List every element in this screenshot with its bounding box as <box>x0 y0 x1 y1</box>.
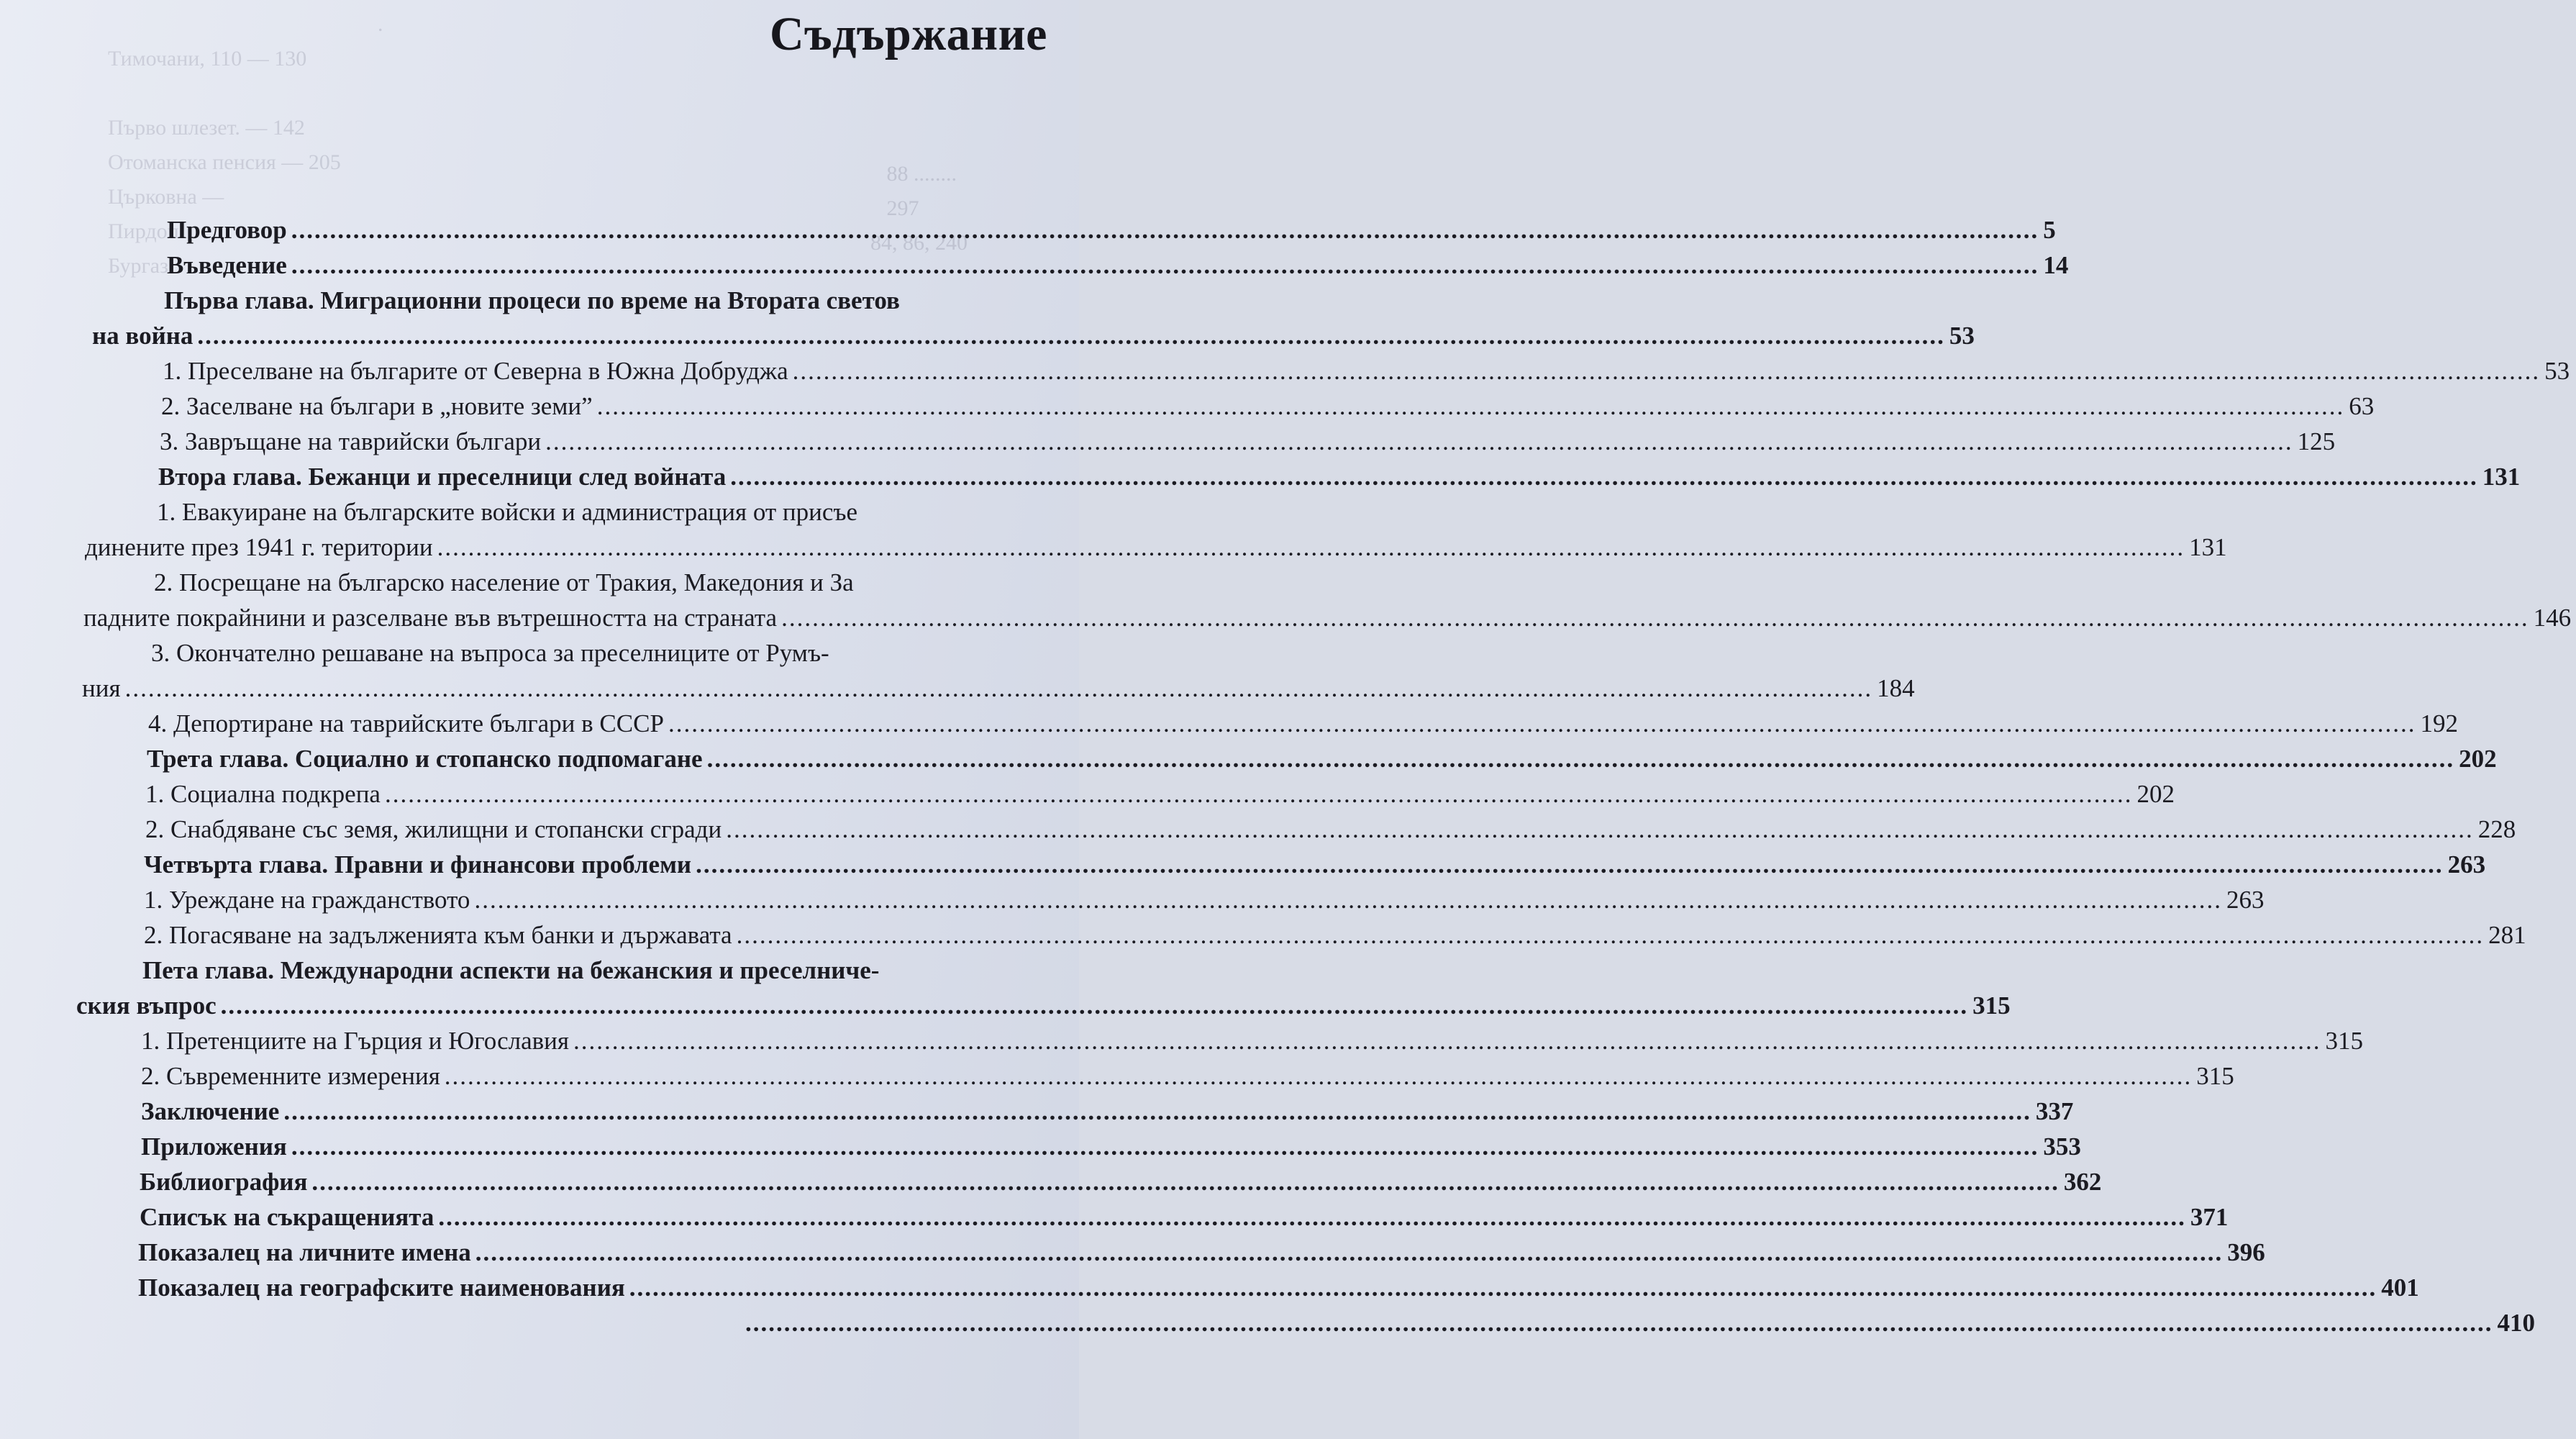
toc-entry <box>0 988 2011 1023</box>
toc-entry-title: 3. Окончателно решаване на въпроса за преселниците от Румъ- <box>151 639 829 667</box>
toc-entry-page: 125 <box>2297 427 2336 455</box>
page-title: Съдържание <box>770 8 1047 60</box>
toc-entry-page: 263 <box>2226 886 2265 914</box>
toc-entry-title: Втора глава. Бежанци и преселници след войната <box>158 463 727 491</box>
toc-entry-page: 202 <box>2459 745 2497 773</box>
toc-leader-dots <box>474 882 2222 917</box>
toc-entry-title: Пета глава. Международни аспекти на бежанския и преселниче- <box>142 956 880 984</box>
toc-leader-dots <box>793 353 2541 389</box>
toc-leader-dots <box>475 1235 2224 1270</box>
toc-entry-page: 53 <box>1949 322 1975 350</box>
toc-entry-page: 337 <box>2035 1097 2074 1125</box>
toc-entry-title: Заключение <box>141 1097 280 1125</box>
toc-entry <box>0 389 2375 424</box>
toc-leader-dots <box>197 318 1945 353</box>
toc-entry-page: 371 <box>2190 1203 2229 1231</box>
toc-entry <box>0 847 2486 882</box>
toc-entry-title: Показалец на географските наименования <box>138 1274 625 1302</box>
toc-entry <box>0 812 2516 847</box>
toc-entry-title: 2. Посрещане на българско население от Тракия, Македония и За <box>154 568 854 596</box>
toc-leader-dots <box>668 706 2416 741</box>
toc-entry-page: 184 <box>1877 674 1915 702</box>
toc-entry-title: 1. Социална подкрепа <box>145 780 381 808</box>
toc-entry <box>0 1164 2102 1199</box>
toc-entry-title: Първа глава. Миграционни процеси по време на Втората светов <box>164 286 900 314</box>
show-through-text-right: 88 ........ 297 84, 86, 240 <box>870 162 968 255</box>
toc-leader-dots <box>291 212 2039 248</box>
toc-entry-page: 396 <box>2227 1238 2265 1266</box>
toc-leader-dots <box>781 600 2529 635</box>
toc-entry <box>0 776 2175 812</box>
toc-leader-dots <box>437 530 2185 565</box>
toc-entry <box>0 248 2069 283</box>
toc-entry-title: Показалец на личните имена <box>138 1238 471 1266</box>
toc-entry <box>0 318 1975 353</box>
toc-entry <box>0 1305 2535 1340</box>
toc-entry-title: падните покрайнини и разселване във вътрешността на страната <box>83 604 778 632</box>
toc-entry <box>0 530 2227 565</box>
toc-entry <box>0 706 2458 741</box>
toc-entry-page: 401 <box>2381 1274 2419 1302</box>
toc-entry <box>0 671 1915 706</box>
toc-entry <box>0 635 1079 671</box>
toc-entry-title: Трета глава. Социално и стопанско подпомагане <box>147 745 703 773</box>
toc-entry <box>0 1235 2265 1270</box>
toc-entry <box>0 1270 2419 1305</box>
toc-entry-page: 315 <box>2196 1062 2234 1090</box>
toc-entry <box>0 1199 2229 1235</box>
toc-entry <box>0 600 2572 635</box>
toc-entry-page: 202 <box>2136 780 2175 808</box>
toc-entry-title: 2. Снабдяване със земя, жилищни и стопански сгради <box>145 815 722 843</box>
toc-entry-title: Предговор <box>167 216 287 244</box>
toc-entry-page: 131 <box>2189 533 2227 561</box>
toc-leader-dots <box>438 1199 2186 1235</box>
show-through-text-left: . Тимочани, 110 — 130 Първо шлезет. — 142 Отоманска пенсия — 205 Църковна — Пирдоп Бургаз <box>108 12 383 278</box>
toc-entry-page: 14 <box>2043 251 2069 279</box>
toc-entry-title: динените през 1941 г. територии <box>85 533 433 561</box>
toc-entry-title: 2. Погасяване на задълженията към банки и държавата <box>144 921 732 949</box>
toc-entry-title: Библиография <box>140 1168 308 1196</box>
toc-leader-dots <box>311 1164 2060 1199</box>
toc-entry <box>0 565 1079 600</box>
toc-entry-page: 63 <box>2349 392 2375 420</box>
toc-entry <box>0 741 2497 776</box>
toc-entry <box>0 1058 2234 1094</box>
toc-entry-title: 2. Заселване на българи в „новите земи” <box>161 392 593 420</box>
toc-entry <box>0 882 2265 917</box>
toc-entry <box>0 917 2526 953</box>
toc-leader-dots <box>730 459 2478 494</box>
toc-entry <box>0 1023 2363 1058</box>
toc-entry-page: 131 <box>2482 463 2521 491</box>
toc-leader-dots <box>707 741 2455 776</box>
toc-leader-dots <box>125 671 1873 706</box>
toc-entry-page: 315 <box>1972 991 2011 1020</box>
toc-entry-page: 263 <box>2447 850 2486 879</box>
toc-entry-page: 146 <box>2533 604 2572 632</box>
toc-leader-dots <box>696 847 2444 882</box>
toc-leader-dots <box>221 988 1969 1023</box>
table-of-contents <box>0 212 2572 1340</box>
toc-entry-title: 1. Уреждане на гражданството <box>144 886 470 914</box>
toc-entry-title: Приложения <box>141 1132 287 1161</box>
toc-leader-dots <box>291 248 2039 283</box>
toc-entry-title: Въведение <box>167 251 287 279</box>
toc-entry <box>0 459 2521 494</box>
toc-entry-page: 410 <box>2497 1309 2535 1337</box>
toc-leader-dots <box>573 1023 2321 1058</box>
toc-entry <box>0 953 1079 988</box>
toc-entry-page: 53 <box>2544 357 2570 385</box>
toc-entry-title: 2. Съвременните измерения <box>141 1062 440 1090</box>
toc-entry-title: 4. Депортиране на таврийските българи в СССР <box>148 709 664 737</box>
toc-entry <box>0 353 2570 389</box>
toc-entry-page: 362 <box>2063 1168 2102 1196</box>
toc-entry-title: Четвърта глава. Правни и финансови проблеми <box>144 850 692 879</box>
toc-entry-title: 1. Претенциите на Гърция и Югославия <box>141 1027 569 1055</box>
toc-entry-title: Списък на съкращенията <box>140 1203 434 1231</box>
toc-entry-page: 281 <box>2488 921 2526 949</box>
toc-leader-dots <box>597 389 2345 424</box>
toc-entry <box>0 424 2336 459</box>
toc-entry-title: на война <box>92 322 194 350</box>
toc-entry-page: 353 <box>2043 1132 2081 1161</box>
toc-leader-dots <box>545 424 2293 459</box>
toc-entry <box>0 1094 2074 1129</box>
toc-leader-dots <box>629 1270 2377 1305</box>
toc-entry <box>0 1129 2081 1164</box>
toc-entry-page: 228 <box>2477 815 2516 843</box>
toc-entry-page: 315 <box>2325 1027 2363 1055</box>
toc-entry-page: 5 <box>2043 216 2056 244</box>
toc-leader-dots <box>737 917 2485 953</box>
toc-entry-page: 192 <box>2420 709 2458 737</box>
toc-entry-title: 1. Евакуиране на българските войски и администрация от присъе <box>157 498 858 526</box>
toc-entry <box>0 212 2056 248</box>
toc-entry-title: 1. Преселване на българите от Северна в Южна Добруджа <box>163 357 788 385</box>
toc-leader-dots <box>745 1305 2493 1340</box>
toc-leader-dots <box>726 812 2474 847</box>
toc-leader-dots <box>291 1129 2039 1164</box>
toc-leader-dots <box>283 1094 2031 1129</box>
toc-entry-title: ския въпрос <box>76 991 217 1020</box>
toc-leader-dots <box>385 776 2133 812</box>
toc-entry <box>0 494 1079 530</box>
toc-entry <box>0 283 1079 318</box>
toc-entry-title: 3. Завръщане на таврийски българи <box>160 427 542 455</box>
toc-leader-dots <box>445 1058 2193 1094</box>
toc-entry-title: ния <box>82 674 121 702</box>
